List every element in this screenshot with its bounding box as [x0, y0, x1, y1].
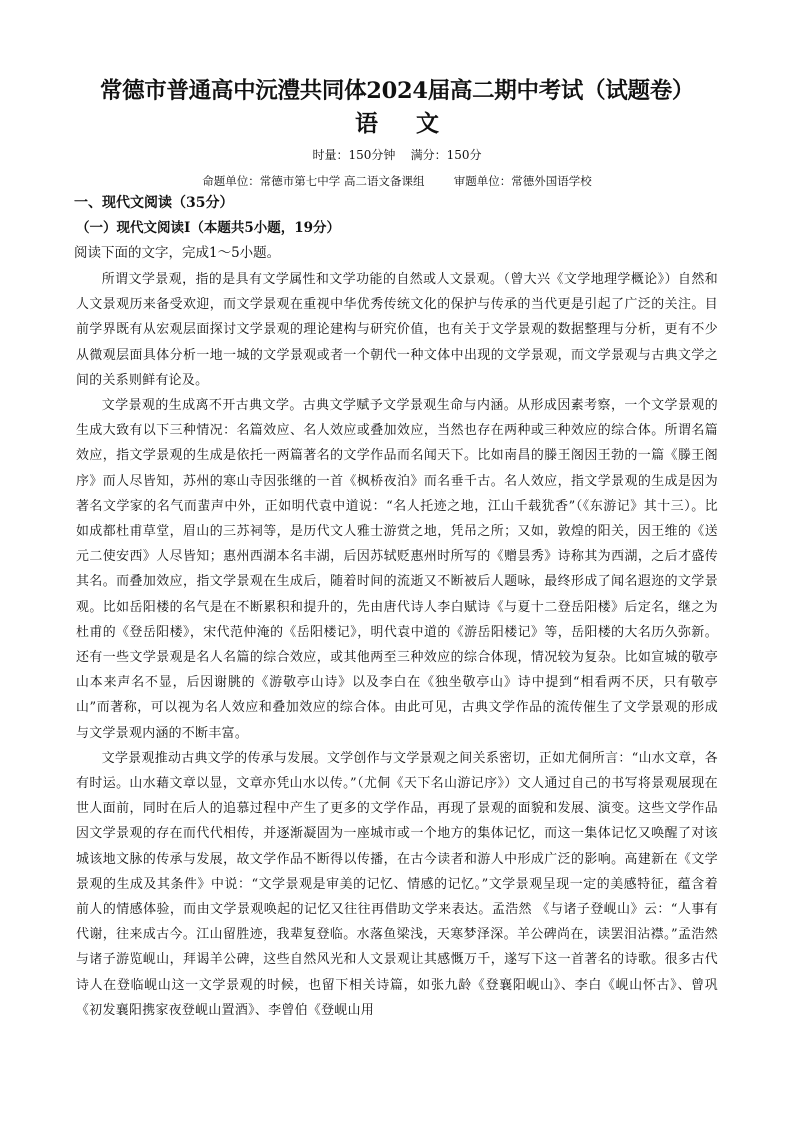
exam-page — [76, 74, 718, 1023]
article-body — [76, 267, 718, 1023]
article-paragraph-2: 文学景观的生成离不开古典文学。古典文学赋予文学景观生命与内涵。从形成因素考察，一个文学景观的生成大致有以下三种情况：名篇效应、名人效应或叠加效应，当然也存在两种或三种效应的综合体。所谓名篇效应，指文学景观的生成是依托一两篇著名的文学作品而名闻天下。比如南昌的滕王阁因王勃的一篇《滕王阁序》而人尽皆知，苏州的寒山寺因张继的一首《枫桥夜泊》而名垂千古。名人效应，指文学景观的生成是因为著名文学家的名气而蜚声中外，正如明代袁中道说：“名人托迹之地，江山千载犹香”（《东游记》其十三）。比如成都杜甫草堂，眉山的三苏祠等，是历代文人雅士游赏之地，凭吊之所；又如，敦煌的阳关，因王维的《送元二使安西》人尽皆知；惠州西湖本名丰湖，后因苏轼贬惠州时所写的《赠昙秀》诗称其为西湖，之后才盛传其名。而叠加效应，指文学景观在生成后，随着时间的流逝又不断被后人题咏，最终形成了闻名遐迩的文学景观。比如岳阳楼的名气是在不断累积和提升的，先由唐代诗人李白赋诗《与夏十二登岳阳楼》后定名，继之为杜甫的《登岳阳楼》，宋代范仲淹的《岳阳楼记》，明代袁中道的《游岳阳楼记》等，岳阳楼的大名历久弥新。还有一些文学景观是名人名篇的综合效应，或其他两至三种效应的综合体现，情况较为复杂。比如宣城的敬亭山本来声名不显，后因谢朓的《游敬亭山诗》以及李白在《独坐敬亭山》诗中提到“相看两不厌，只有敬亭山”而著称，可以视为名人效应和叠加效应的综合体。由此可见，古典文学作品的流传催生了文学景观的形成与文学景观内涵的不断丰富。 — [76, 398, 718, 741]
exam-title: 常德市普通高中沅澧共同体2024届高二期中考试（试题卷） — [99, 78, 695, 104]
article-paragraph-1: 所谓文学景观，指的是具有文学属性和文学功能的自然或人文景观。（曾大兴《文学地理学概论》）自然和人文景观历来备受欢迎，而文学景观在重视中华优秀传统文化的保护与传承的当代更是引起了广泛的关注。目前学界既有从宏观层面探讨文学景观的理论建构与研究价值，也有关于文学景观的数据整理与分析，更有不少从微观层面具体分析一地一城的文学景观或者一个朝代一种文体中出现的文学景观，而文学景观与古典文学之间的关系则鲜有论及。 — [76, 272, 718, 388]
reading-instruction: 阅读下面的文字，完成1～5小题。 — [74, 245, 281, 261]
exam-time-score: 时量：150分钟 满分：150分 — [312, 148, 482, 162]
exam-units: 命题单位：常德市第七中学 高二语文备课组 审题单位：常德外国语学校 — [202, 174, 592, 188]
section-heading: 一、现代文阅读（35分） — [74, 195, 234, 211]
article-paragraph-3: 文学景观推动古典文学的传承与发展。文学创作与文学景观之间关系密切，正如尤侗所言：“山水文章，各有时运。山水藉文章以显，文章亦凭山水以传。”（尤侗《天下名山游记序》）文人通过自己的书写将景观展现在世人面前，同时在后人的追慕过程中产生了更多的文学作品，再现了景观的面貌和发展、演变。这些文学作品因文学景观的存在而代代相传，并逐渐凝固为一座城市或一个地方的集体记忆，而这一集体记忆又唤醒了对该城该地文脉的传承与发展，故文学作品不断得以传播，在古今读者和游人中形成广泛的影响。高建新在《文学景观的生成及其条件》中说：“文学景观是审美的记忆、情感的记忆。”文学景观呈现一定的美感特征，蕴含着前人的情感体验，而由文学景观唤起的记忆又往往再借助文学来表达。孟浩然 《与诸子登岘山》云：“人事有代谢，往来成古今。江山留胜迹，我辈复登临。水落鱼梁浅，天寒梦泽深。羊公碑尚在，读罢泪沾襟。”孟浩然与诸子游览岘山，拜谒羊公碑，这些自然风光和人文景观让其感慨万千，遂写下这一首著名的诗歌。很多古代诗人在登临岘山这一文学景观的时候，也留下相关诗篇，如张九龄《登襄阳岘山》、李白《岘山怀古》、曾巩《初发襄阳携家夜登岘山置酒》、李曾伯《登岘山用 — [76, 750, 718, 1018]
subject-heading — [76, 108, 718, 140]
subsection-heading: （一）现代文阅读Ⅰ（本题共5小题，19分） — [76, 220, 340, 236]
subject-char-2: 文 — [416, 110, 439, 137]
subject-char-1: 语 — [355, 110, 378, 137]
